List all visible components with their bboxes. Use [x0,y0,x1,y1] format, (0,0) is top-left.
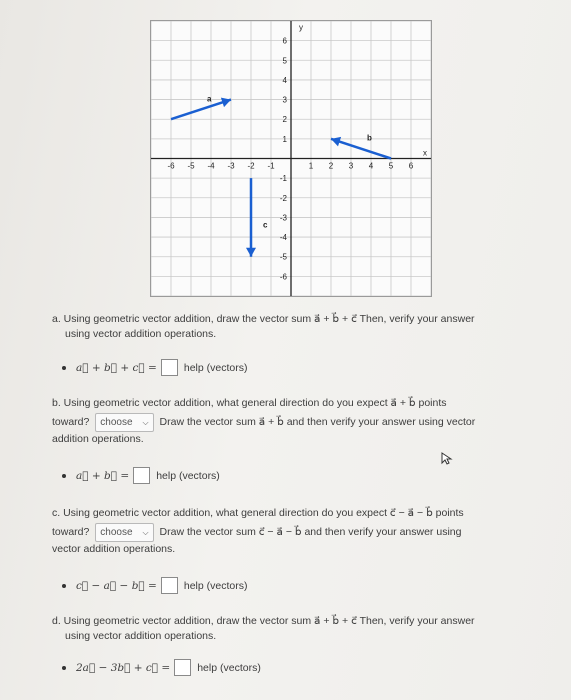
answer-row-c [62,577,247,594]
coordinate-grid[interactable] [150,20,432,297]
answer-box-d[interactable] [174,659,191,676]
answer-box-a[interactable] [161,359,178,376]
question-b [52,396,475,447]
question-c-line-1: c. Using geometric vector addition, what general direction do you expect c⃗ − a⃗ − b⃗ points [52,507,464,519]
x-tick-label: -4 [207,161,215,171]
question-c-line-2: Draw the vector sum c⃗ − a⃗ − b⃗ and then verify your answer using [159,526,462,538]
help-vectors-link-a[interactable]: help (vectors) [183,361,248,374]
question-a-line-2: using vector addition operations. [65,328,217,340]
direction-select-b-value: choose [100,417,133,428]
y-tick-label: 4 [282,75,287,85]
vector-c-arrowhead [246,248,256,257]
question-a [52,312,475,342]
vector-c-label: c [263,220,268,230]
x-tick-label: -5 [187,161,195,171]
x-tick-label: 2 [328,161,334,171]
chevron-down-icon: ⌵ [142,418,149,427]
y-tick-label: -6 [279,272,287,282]
expression-a: a⃗ + b⃗ + c⃗ = [76,361,157,374]
bullet-icon [62,366,66,370]
question-a-line-1: a. Using geometric vector addition, draw the vector sum a⃗ + b⃗ + c⃗ Then, verify your answer [52,313,475,325]
x-tick-label: 5 [388,161,394,171]
y-tick-label: 5 [282,56,287,66]
question-d-line-2: using vector addition operations. [65,630,217,642]
expression-d: 2a⃗ − 3b⃗ + c⃗ = [76,661,171,674]
question-b-line-1: b. Using geometric vector addition, what general direction do you expect a⃗ + b⃗ points [52,397,447,409]
help-vectors-link-b[interactable]: help (vectors) [156,469,220,482]
question-c [52,506,464,557]
help-vectors-link-d[interactable]: help (vectors) [197,661,261,674]
y-tick-label: 2 [282,115,287,125]
x-tick-label: -1 [267,161,275,171]
y-tick-label: -4 [279,233,287,243]
question-c-line-3: vector addition operations. [52,543,176,555]
vector-a-label: a [207,94,212,104]
y-tick-label: 6 [282,36,287,46]
bullet-icon [62,474,66,478]
y-tick-label: -2 [279,193,287,203]
y-axis-label: y [299,23,303,32]
y-tick-label: -3 [279,213,287,223]
mouse-cursor-icon [440,452,454,466]
x-tick-label: -6 [167,161,175,171]
x-tick-label: 4 [368,161,374,171]
answer-box-b[interactable] [133,467,150,484]
answer-row-a [62,359,247,376]
grid-canvas [151,21,431,296]
help-vectors-link-c[interactable]: help (vectors) [183,579,248,592]
question-c-toward: toward? [52,526,90,538]
expression-c: c⃗ − a⃗ − b⃗ = [76,579,157,592]
x-tick-label: -2 [247,161,255,171]
x-tick-label: 6 [408,161,414,171]
y-tick-label: 1 [282,134,287,144]
question-b-line-3: addition operations. [52,433,144,445]
question-d-line-1: d. Using geometric vector addition, draw the vector sum a⃗ + b⃗ + c⃗ Then, verify your answer [52,615,475,627]
direction-select-c[interactable] [95,523,153,542]
chevron-down-icon: ⌵ [142,528,149,537]
bullet-icon [62,584,66,588]
question-b-toward: toward? [52,416,90,428]
y-tick-label: -5 [279,252,287,262]
y-tick-label: 3 [282,95,287,105]
answer-row-b [62,467,220,484]
expression-b: a⃗ + b⃗ = [76,469,130,482]
vector-b [331,139,391,159]
answer-row-d [62,659,261,676]
direction-select-c-value: choose [100,527,133,538]
x-tick-label: -3 [227,161,235,171]
vector-b-label: b [367,133,372,143]
direction-select-b[interactable] [95,413,153,432]
question-d [52,614,475,644]
answer-box-c[interactable] [161,577,178,594]
y-tick-label: -1 [279,174,287,184]
bullet-icon [62,666,66,670]
x-axis-label: x [423,148,427,158]
x-tick-label: 3 [348,161,354,171]
x-tick-label: 1 [308,161,314,171]
question-b-line-2: Draw the vector sum a⃗ + b⃗ and then verify your answer using vector [159,416,476,428]
vector-a [171,100,231,120]
